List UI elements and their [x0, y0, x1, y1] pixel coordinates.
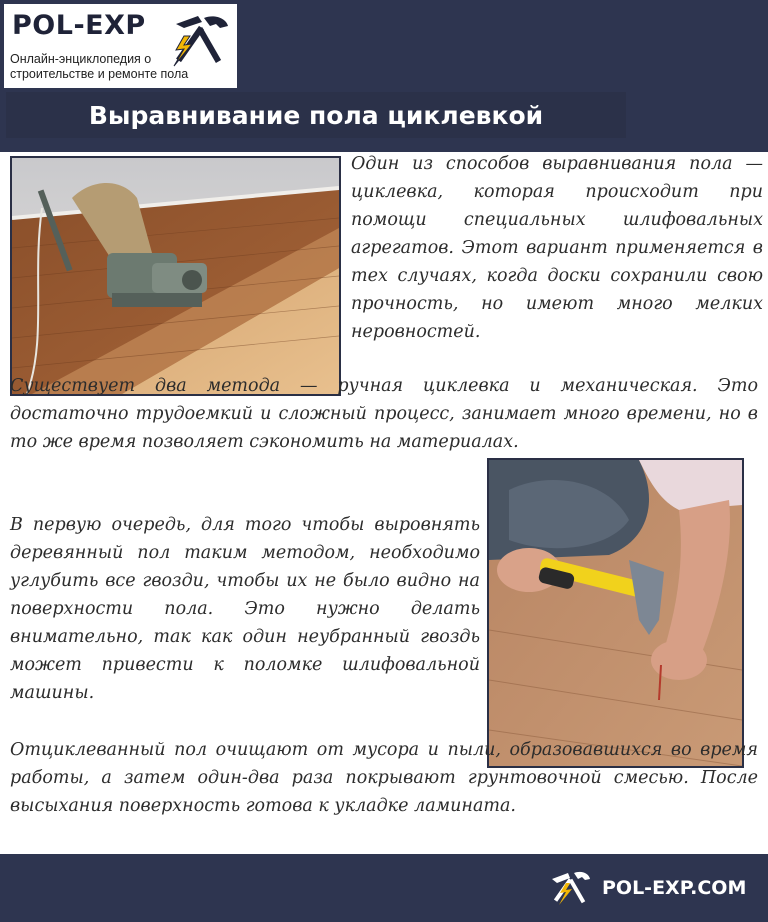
floor-sander-illustration — [12, 158, 339, 394]
paragraph-2: Существует два метода — ручная циклевка и механическая. Это достаточно трудоемкий и сложный процесс, занимает много времени, но в то же время позволяет сэкономить на материалах. — [10, 376, 758, 452]
floor-sander-photo — [10, 156, 341, 396]
logo-subtitle: Онлайн-энциклопедия о строительстве и ремонте пола — [10, 52, 189, 81]
paragraph-1: Один из способов выравнивания пола — циклевка, которая происходит при помощи специальных шлифовальных агрегатов. Этот вариант применяется в тех случаях, когда доски сохранили свою прочность, но имеют много мелких неровностей. — [351, 154, 763, 342]
hammer-nails-illustration — [489, 460, 742, 766]
paragraph-4: Отциклеванный пол очищают от мусора и пыли, образовавшихся во время работы, а затем один-два раза покрывают грунтовочной смесью. После высыхания поверхность готова к укладке ламината. — [10, 740, 758, 816]
footer-brand[interactable] — [548, 868, 746, 908]
paragraph-3: В первую очередь, для того чтобы выровнять деревянный пол таким методом, необходимо углубить все гвозди, чтобы их не было видно на поверхности пола. Это нужно делать внимательно, так как один неубранный гвоздь может привести к поломке шлифовальной машины. — [10, 515, 480, 703]
article-content — [0, 152, 768, 854]
footer-site: POL-EXP.COM — [602, 877, 747, 899]
hammer-nails-photo — [487, 458, 744, 768]
logo-title: POL-EXP — [12, 10, 146, 41]
logo-box[interactable] — [4, 4, 237, 88]
hammer-wrench-lightning-icon — [548, 869, 594, 907]
page-title: Выравнивание пола циклевкой — [6, 92, 626, 138]
